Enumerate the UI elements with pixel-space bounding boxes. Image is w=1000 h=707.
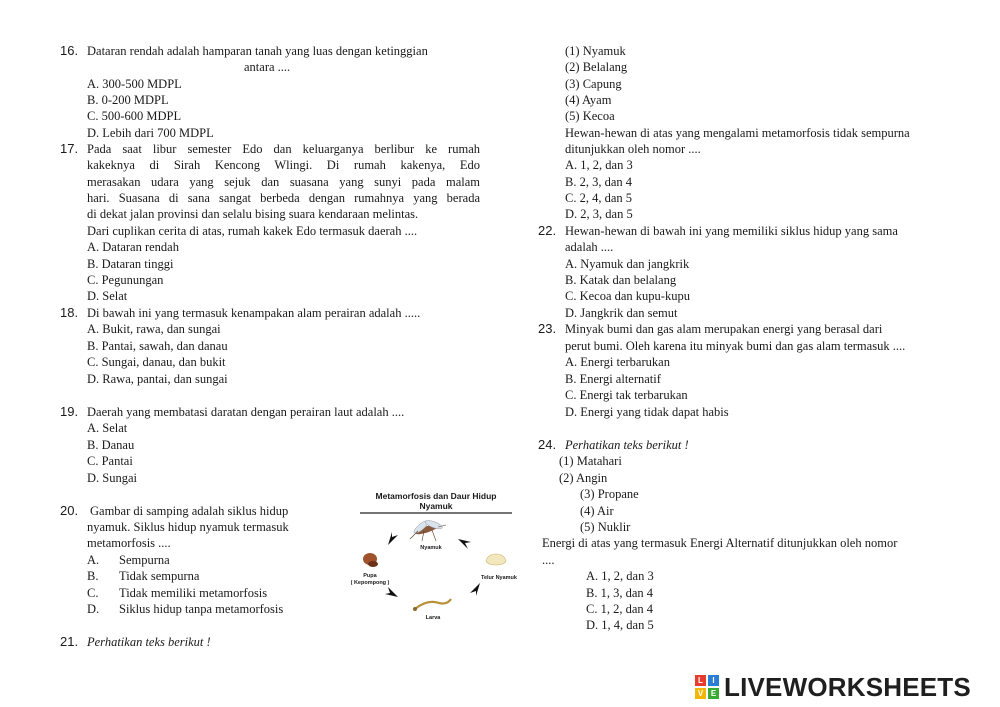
question-text: antara .... [244,60,291,74]
adult-mosquito-icon [410,519,446,541]
question-number: 19. [60,404,79,419]
answer-option-a[interactable]: A. 1, 2, dan 3 [586,569,654,583]
question-text: Perhatikan teks berikut ! [565,438,689,452]
answer-option-b[interactable]: B. 1, 3, dan 4 [586,586,654,600]
question-text: nyamuk. Siklus hidup nyamuk termasuk [87,520,289,534]
answer-option-d[interactable]: D. Rawa, pantai, dan sungai [87,372,228,386]
answer-option-c[interactable] [87,585,267,601]
logo-wordmark: LIVEWORKSHEETS [724,671,971,702]
question-number: 17. [60,141,79,156]
option-text: Tidak sempurna [119,569,200,583]
answer-option-d[interactable]: D. 2, 3, dan 5 [565,207,633,221]
answer-option-d[interactable]: D. Sungai [87,471,137,485]
question-number: 24. [538,437,557,452]
question-text: ditunjukkan oleh nomor .... [565,142,701,156]
answer-option-b[interactable]: B. Pantai, sawah, dan danau [87,339,228,353]
logo-blocks-icon [695,675,719,699]
option-letter: A. [87,553,100,567]
logo-block-v: V [695,688,706,699]
answer-option-a[interactable]: A. Bukit, rawa, dan sungai [87,322,221,336]
answer-option-a[interactable] [87,552,170,568]
logo-block-l: L [695,675,706,686]
list-item: (3) Propane [580,487,639,501]
answer-option-d[interactable] [87,601,283,617]
answer-option-b[interactable]: B. Energi alternatif [565,372,661,386]
answer-option-d[interactable]: D. 1, 4, dan 5 [586,618,654,632]
arrow-larva-to-pupa [385,587,398,597]
answer-option-d[interactable]: D. Selat [87,289,128,303]
answer-option-a[interactable]: A. Dataran rendah [87,240,179,254]
answer-option-c[interactable]: C. Sungai, danau, dan bukit [87,355,226,369]
question-text: Di bawah ini yang termasuk kenampakan alam perairan adalah ..... [87,306,421,320]
answer-option-b[interactable] [87,568,199,584]
list-item: (4) Ayam [565,93,612,107]
answer-option-b[interactable]: B. 0-200 MDPL [87,93,169,107]
option-text: Sempurna [119,553,170,567]
logo-block-e: E [708,688,719,699]
label-larva: Larva [425,615,441,621]
question-text: .... [542,553,555,567]
arrow-pupa-to-adult [388,532,398,545]
answer-option-b[interactable]: B. Danau [87,438,135,452]
answer-option-c[interactable]: C. 500-600 MDPL [87,109,182,123]
label-egg: Telur Nyamuk [481,575,517,581]
list-item: (3) Capung [565,77,622,91]
logo-block-i: I [708,675,719,686]
mosquito-life-cycle-figure [336,487,536,627]
list-item: (5) Nuklir [580,520,631,534]
question-text: perut bumi. Oleh karena itu minyak bumi dan gas alam termasuk .... [565,339,906,353]
answer-option-c[interactable]: C. Pegunungan [87,273,164,287]
answer-option-c[interactable]: C. Kecoa dan kupu-kupu [565,289,690,303]
label-pupa: Pupa [363,573,377,579]
question-text: merasakan udara yang sejuk dan suasana yang sunyi pada malam [87,175,480,189]
option-letter: B. [87,569,99,583]
question-text: Hewan-hewan di atas yang mengalami metamorfosis tidak sempurna [565,126,910,140]
question-number: 18. [60,305,79,320]
answer-option-c[interactable]: C. 1, 2, dan 4 [586,602,654,616]
question-number: 23. [538,321,557,336]
question-text: Hewan-hewan di bawah ini yang memiliki siklus hidup yang sama [565,224,898,238]
answer-option-a[interactable]: A. Selat [87,421,128,435]
question-number: 16. [60,43,79,58]
answer-option-c[interactable]: C. Pantai [87,454,133,468]
question-text: di dekat jalan provinsi dan selalu bising suara kendaraan melintas. [87,207,419,221]
question-text: Dari cuplikan cerita di atas, rumah kakek Edo termasuk daerah .... [87,224,418,238]
question-text: Pada saat libur semester Edo dan keluarganya berlibur ke rumah [87,142,480,156]
pupa-icon [363,553,378,567]
answer-option-a[interactable]: A. 300-500 MDPL [87,77,182,91]
option-letter: C. [87,586,99,600]
option-text: Tidak memiliki metamorfosis [119,586,268,600]
question-text: metamorfosis .... [87,536,171,550]
question-text: kakeknya di Sirah Kencong Wlingi. Di rumah kakenya, Edo [87,158,480,172]
question-text: Energi di atas yang termasuk Energi Alternatif ditunjukkan oleh nomor [542,536,898,550]
larva-icon [413,599,451,611]
label-pupa-kepompong: ( Kepompong ) [350,580,390,586]
figure-subtitle: Nyamuk [419,501,453,511]
answer-option-a[interactable]: A. 1, 2, dan 3 [565,158,633,172]
answer-option-d[interactable]: D. Energi yang tidak dapat habis [565,405,729,419]
figure-title: Metamorfosis dan Daur Hidup [375,491,497,501]
question-text: Perhatikan teks berikut ! [87,635,211,649]
question-number: 20. [60,503,79,518]
liveworksheets-logo[interactable] [695,670,971,704]
question-text: Daerah yang membatasi daratan dengan perairan laut adalah .... [87,405,405,419]
label-adult: Nyamuk [420,545,442,551]
answer-option-b[interactable]: B. Katak dan belalang [565,273,677,287]
question-text: Gambar di samping adalah siklus hidup [90,504,289,518]
answer-option-d[interactable]: D. Jangkrik dan semut [565,306,678,320]
answer-option-c[interactable]: C. Energi tak terbarukan [565,388,688,402]
cycle-arrows [385,532,480,597]
list-item: (1) Nyamuk [565,44,626,58]
question-text: Minyak bumi dan gas alam merupakan energi yang berasal dari [565,322,883,336]
answer-option-d[interactable]: D. Lebih dari 700 MDPL [87,126,214,140]
option-text: Siklus hidup tanpa metamorfosis [119,602,284,616]
list-item: (1) Matahari [559,454,622,468]
cycle-diagram [336,487,536,627]
question-number: 22. [538,223,557,238]
question-text: Dataran rendah adalah hamparan tanah yang luas dengan ketinggian [87,44,428,58]
question-number: 21. [60,634,79,649]
arrow-egg-to-larva [470,583,480,596]
list-item: (5) Kecoa [565,109,615,123]
answer-option-a[interactable]: A. Energi terbarukan [565,355,670,369]
list-item: (2) Angin [559,471,608,485]
question-text: adalah .... [565,240,614,254]
arrow-adult-to-egg [458,539,471,549]
list-item: (2) Belalang [565,60,628,74]
egg-icon [486,554,506,565]
answer-option-a[interactable]: A. Nyamuk dan jangkrik [565,257,690,271]
answer-option-c[interactable]: C. 2, 4, dan 5 [565,191,633,205]
answer-option-b[interactable]: B. 2, 3, dan 4 [565,175,633,189]
list-item: (4) Air [580,504,614,518]
option-letter: D. [87,602,100,616]
question-text: hari. Suasana di sana sangat berbeda dengan rumahnya yang berada [87,191,480,205]
answer-option-b[interactable]: B. Dataran tinggi [87,257,174,271]
